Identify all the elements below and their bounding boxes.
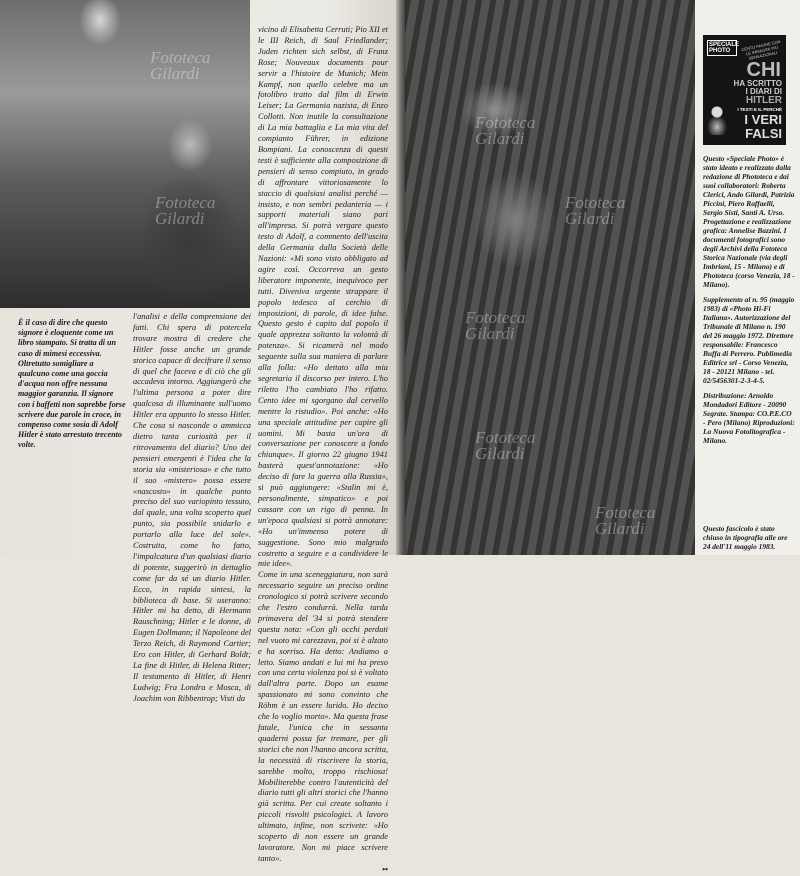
watermark: Fototeca Gilardi <box>155 193 216 228</box>
article-column-2: l'analisi e della comprensione dei fatti. Chi spera di potercela trovare mostra di credere che Hitler fosse anche un grande storico capace di decifrare il senso di quel che faceva e di ciò che gli accadeva intorno. Aggiungerò che l'ultima persona a poter dire qualcosa di illuminante sull'uomo Hitler era appunto lo stesso Hitler. Che cosa si nasconde o ammicca dietro tanta curiosità per il ritrovamento del diario? Uno dei pensieri emergenti è l'idea che la storia sia «misteriosa» e che tutto il suo «mistero» possa essere «nascosto» in qualche punto preciso del suo variopinto tessuto, dal quale, una volta scoperto quel punto, sia possibile snidarlo e portarlo alla luce del sole». Costruita, come ho fatto, l'impalcatura d'un qualsiasi diario di potente, suggerirò in dettaglio come far da sé un diario Hitler. Ecco, in rapida sintesi, la biblioteca di base. Si useranno: Hitler mi ha detto, di Hermann Rauschning; Hitler e le donne, di Eugen Dollmann; il Napoleone del Terzo Reich, di Raymond Cartier; Ero con Hitler, di Gerhard Boldt; La fine di Hitler, di Helena Ritter; Il testamento di Hitler, di Henri Ludwig; Fra Londra e Mosca, di Joachim von Ribbentrop; Visti da <box>133 312 251 703</box>
watermark: Fototeca Gilardi <box>150 48 211 83</box>
watermark: Fototeca Gilardi <box>595 503 656 538</box>
cover-line: I VERI <box>744 112 782 127</box>
watermark: Fototeca Gilardi <box>565 193 626 228</box>
closing-note: Questo fascicolo è stato chiuso in tipografia alle ore 24 dell'11 maggio 1983. <box>703 524 788 551</box>
distribution-info: Distribuzione: Arnoldo Mondadori Editore - 20090 Segrate. Stampa: CO.P.E.CO - Pero (Milano) Riproduzioni: La Nuova Fotolitografica - Milano. <box>703 391 795 445</box>
publication-info: Supplemento al n. 95 (maggio 1983) di «Photo Hi-Fi Italiana». Autorizzazione del Tribunale di Milano n. 190 del 26 maggio 1972. Direttore responsabile: Francesco Buffa di Perrero. Publimedia Editrice srl - Corso Venezia, 18 - 20121 Milano - tel. 02/5456301-2-3-4-5. <box>703 295 795 385</box>
cover-series: SPECIALE PHOTO <box>709 42 740 54</box>
photo-caption: È il caso di dire che questo signore è eloquente come un libro stampato. Si tratta di un caso di mimesi eccessiva. Oltretutto somigliare a qualcuno come una goccia d'acqua non offre nessuna maggior garanzia. Il signore con i baffetti non saprebbe forse scrivere due parole in croce, in compenso come sosia di Adolf Hitler è stato arrestato trecento volte. <box>18 318 126 450</box>
photo-soldiers <box>405 0 695 555</box>
photo-hitler-lookalike <box>0 0 250 308</box>
cover-line: FALSI <box>745 126 782 141</box>
article-column-3 <box>258 25 388 876</box>
watermark: Fototeca Gilardi <box>475 428 536 463</box>
watermark: Fototeca Gilardi <box>475 113 536 148</box>
magazine-cover-thumbnail <box>703 35 786 145</box>
cover-line: HITLER <box>745 95 782 106</box>
cover-line: CHI <box>746 59 781 81</box>
watermark: Fototeca Gilardi <box>465 308 526 343</box>
paragraph: Come in una sceneggiatura, non sarà necessario seguire un preciso ordine cronologico si potrà scrivere secondo che l'estro condurrà. Nella tarda primavera del '34 si potrà stendere questa nota: «Con gli occhi perduti nel vuoto mi carezzava, poi si è alzato e ha sorriso. Ha detto: Andiamo a letto. Siamo andati e lui mi ha preso con una certa violenza poi si è voltato dall'altra parte. Dopo un esame spassionato mi sono convinto che Röhm è un essere lurido. Ho deciso che lo voglio morto». Ma questa frase fatale, l'unica che in sessanta quaderni possa far tremare, per gli storici che non l'hanno ancora scritta, la necessità di riscrivere la storia, sarebbe molto, troppo rischiosa! Mobiliterebbe contro l'autenticità del diario tutti gli altri storici che l'hanno già scritta. Per cui create soltanto i piccoli risvolti psicologici. A lavoro ultimato, infine, non scrivete: «Ho scoperto di non essere un grande lavoratore. Non mi piace scrivere tanto». <box>258 570 388 863</box>
colophon-column <box>703 154 795 551</box>
cover-line: I DIARI DI <box>745 87 782 96</box>
end-mark: •• <box>382 864 388 874</box>
cover-line: I TESTI E IL PERCHÉ <box>737 107 782 112</box>
cover-badge: CENTO PAGINE CON LE IMMAGINI PIÙ SENSAZIONALI <box>740 39 781 61</box>
cover-figure <box>706 105 728 135</box>
paragraph: vicino di Elisabetta Cerruti; Pio XII et le III Reich, di Saul Friedlander; Juden richten sich selbst, di Franz Rose; Nouveaux documents pour servir a l'histoire de Munich; Mein Kampf, non quello celebre ma un fotolibro tratto dal film di Erwin Leiser; La Germania nazista, di Enzo Collotti. Non inutile la consultazione di La mia battaglia e La mia vita del compianto Führer, in edizione Bompiani. La conoscenza di questi testi è sufficiente alla composizione di pensieri di senso compiuto, in grado di affrontare vittoriosamente lo staccio di qualsiasi analisi perché — insisto, e non sembri pedanteria — i supporti materiali siano pari all'impresa. Si potrà vergare questo testo di Adolf, a commento dell'uscita della Germania dalla Società delle Nazioni: «Mi sono visto obbligato ad agire così. Occorreva un gesto liberatore imponente, inequivoco per tutti. Diveniva urgente strappare il popolo tedesco al cerchio di imposizioni, di parole, di idee false. Questo gesto è capito dal popolo il quale apprezza soltanto la volontà di potenza». Si ricamerà nel modo seguente sulla sua maniera di parlare alla folla: «Ho dettato alla mia segretaria il discorso per intero. L'ho riletto l'ho cambiato l'ho rifatto. Cento idee mi sgorgano dal cervello mentre lo ristudio». Poi anche: «Ho una speciale attitudine per capire gli uomini. Mi basta un'ora di conversazione per conoscere a fondo chiunque». Il giorno 22 giugno 1941 basterà quest'annotazione: «Ho deciso di fare la guerra alla Russia», si può aggiungere: «Stalin mi è, personalmente, simpatico» e poi cassare con un rigo di penna. In un'epoca qualsiasi si potrà annotare: «Ho un'immenso potere di suggestione. Sono mio malgrado costretto a seguire e a condividere le mie idee». <box>258 25 388 569</box>
editorial-credits: Questo «Speciale Photo» è stato ideato e realizzato dalla redazione di Phototeca e dai suoi collaboratori: Roberta Clerici, Ando Gilardi, Patrizia Piccini, Piero Raffaelli, Sergio Sisti, Santi A. Urso. Progettazione e realizzazione grafica: Annelise Bazzini. I documenti fotografici sono degli Archivi della Fototeca Storica Nazionale (via degli Imbriani, 15 - Milano) e di Phototeca (corso Venezia, 18 - Milano). <box>703 154 795 289</box>
cover-line: HA SCRITTO <box>733 79 782 88</box>
